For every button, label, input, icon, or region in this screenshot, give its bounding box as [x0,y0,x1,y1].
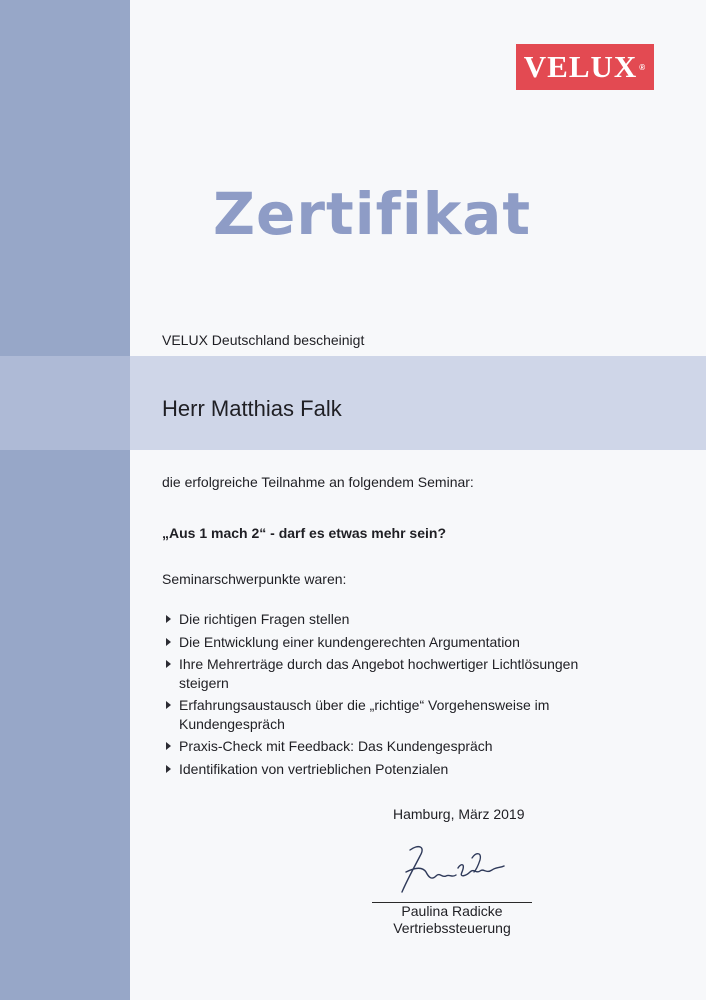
topic-text: Ihre Mehrerträge durch das Angebot hochwertiger Lichtlösungen steigern [179,656,579,691]
triangle-bullet-icon [166,701,171,709]
recipient-name: Herr Matthias Falk [162,396,342,421]
registered-mark: ® [639,62,647,72]
signer-name: Paulina Radicke [401,903,503,919]
list-item [162,655,582,692]
triangle-bullet-icon [166,765,171,773]
topic-text: Praxis-Check mit Feedback: Das Kundengespräch [179,738,493,754]
velux-logo [516,44,654,90]
handwritten-signature [396,838,516,898]
issuer-line: VELUX Deutschland bescheinigt [162,332,365,348]
topic-list [162,610,582,782]
intro-text: die erfolgreiche Teilnahme an folgendem Seminar: [162,474,474,490]
list-item [162,610,582,629]
triangle-bullet-icon [166,742,171,750]
topic-text: Die Entwicklung einer kundengerechten Argumentation [179,633,520,650]
certificate-title: Zertifikat [213,180,532,248]
topic-text: Die richtigen Fragen stellen [179,611,350,627]
seminar-title: „Aus 1 mach 2“ - darf es etwas mehr sein? [162,525,446,541]
place-date: Hamburg, März 2019 [393,806,525,822]
signer-role: Vertriebssteuerung [393,920,511,936]
triangle-bullet-icon [166,638,171,646]
topic-text: Identifikation von vertrieblichen Potenzialen [179,760,449,777]
list-item [162,696,582,733]
list-item [162,760,582,779]
recipient-band-stripe [0,356,130,450]
focus-heading: Seminarschwerpunkte waren: [162,571,347,587]
left-color-stripe [0,0,130,1000]
triangle-bullet-icon [166,660,171,668]
list-item [162,737,582,756]
list-item [162,633,582,652]
logo-text: VELUX [523,49,638,84]
topic-text: Erfahrungsaustausch über die „richtige“ Vorgehensweise im Kundengespräch [179,697,550,732]
triangle-bullet-icon [166,615,171,623]
